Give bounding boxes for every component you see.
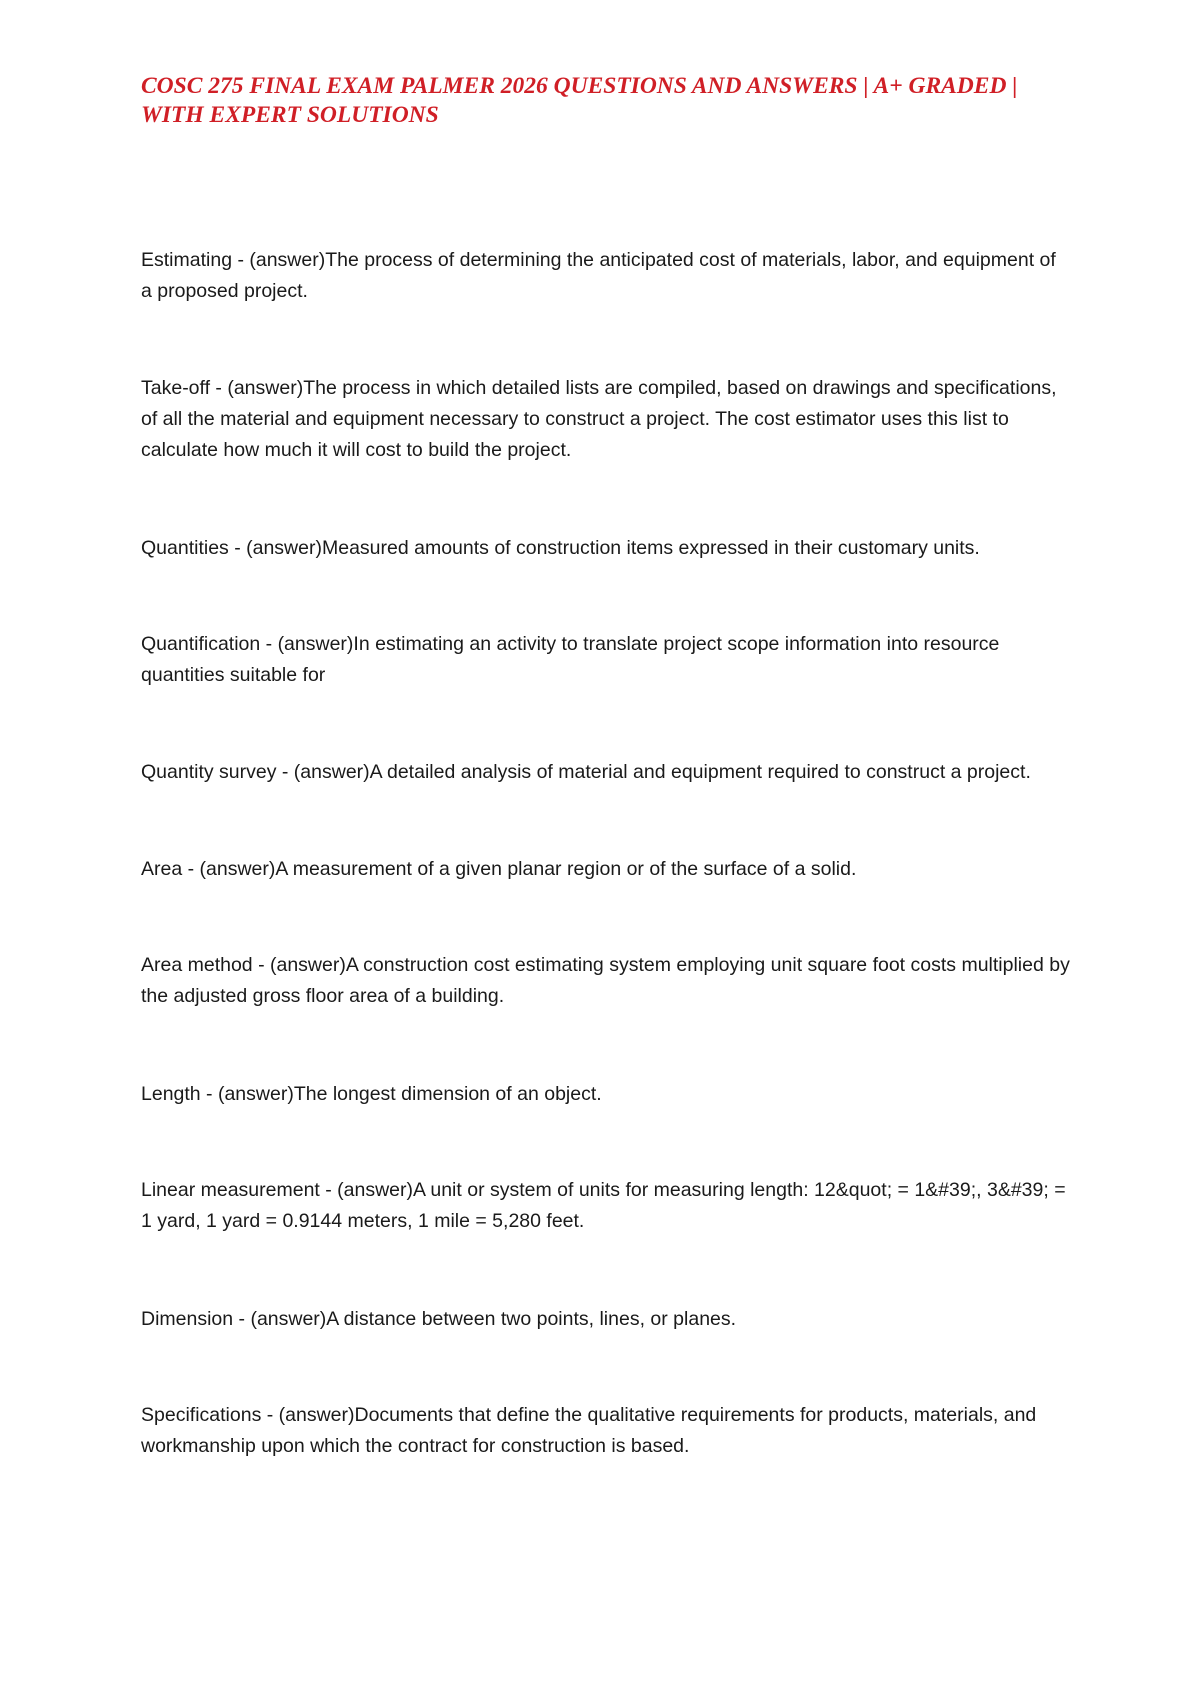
entry-area-method: Area method - (answer)A construction cost estimating system employing unit square foot costs multiplied by the adjusted gross floor area of a building. <box>141 954 1070 1007</box>
entry-area: Area - (answer)A measurement of a given planar region or of the surface of a solid. <box>141 858 857 880</box>
entry-quantification: Quantification - (answer)In estimating an activity to translate project scope information into resource quantities suitable for <box>141 633 1000 686</box>
entry-estimating: Estimating - (answer)The process of determining the anticipated cost of materials, labor, and equipment of a proposed project. <box>141 249 1056 302</box>
entry-length: Length - (answer)The longest dimension of an object. <box>141 1083 602 1105</box>
entry-quantity-survey: Quantity survey - (answer)A detailed analysis of material and equipment required to construct a project. <box>141 761 1031 783</box>
entry-linear-measurement: Linear measurement - (answer)A unit or system of units for measuring length: 12&quot; = 1&#39;, 3&#39; = 1 yard, 1 yard = 0.9144 meters, 1 mile = 5,280 feet. <box>141 1179 1066 1232</box>
entry-dimension: Dimension - (answer)A distance between two points, lines, or planes. <box>141 1308 737 1330</box>
entry-specifications: Specifications - (answer)Documents that define the qualitative requirements for products, materials, and workmanship upon which the contract for construction is based. <box>141 1404 1037 1457</box>
entry-take-off: Take-off - (answer)The process in which detailed lists are compiled, based on drawings and specifications, of all the material and equipment necessary to construct a project. The cost estimator uses this list to calculate how much it will cost to build the project. <box>141 377 1057 461</box>
entry-quantities: Quantities - (answer)Measured amounts of construction items expressed in their customary units. <box>141 537 980 559</box>
document-title: COSC 275 FINAL EXAM PALMER 2026 QUESTIONS AND ANSWERS | A+ GRADED | WITH EXPERT SOLUTIONS <box>141 73 1018 128</box>
